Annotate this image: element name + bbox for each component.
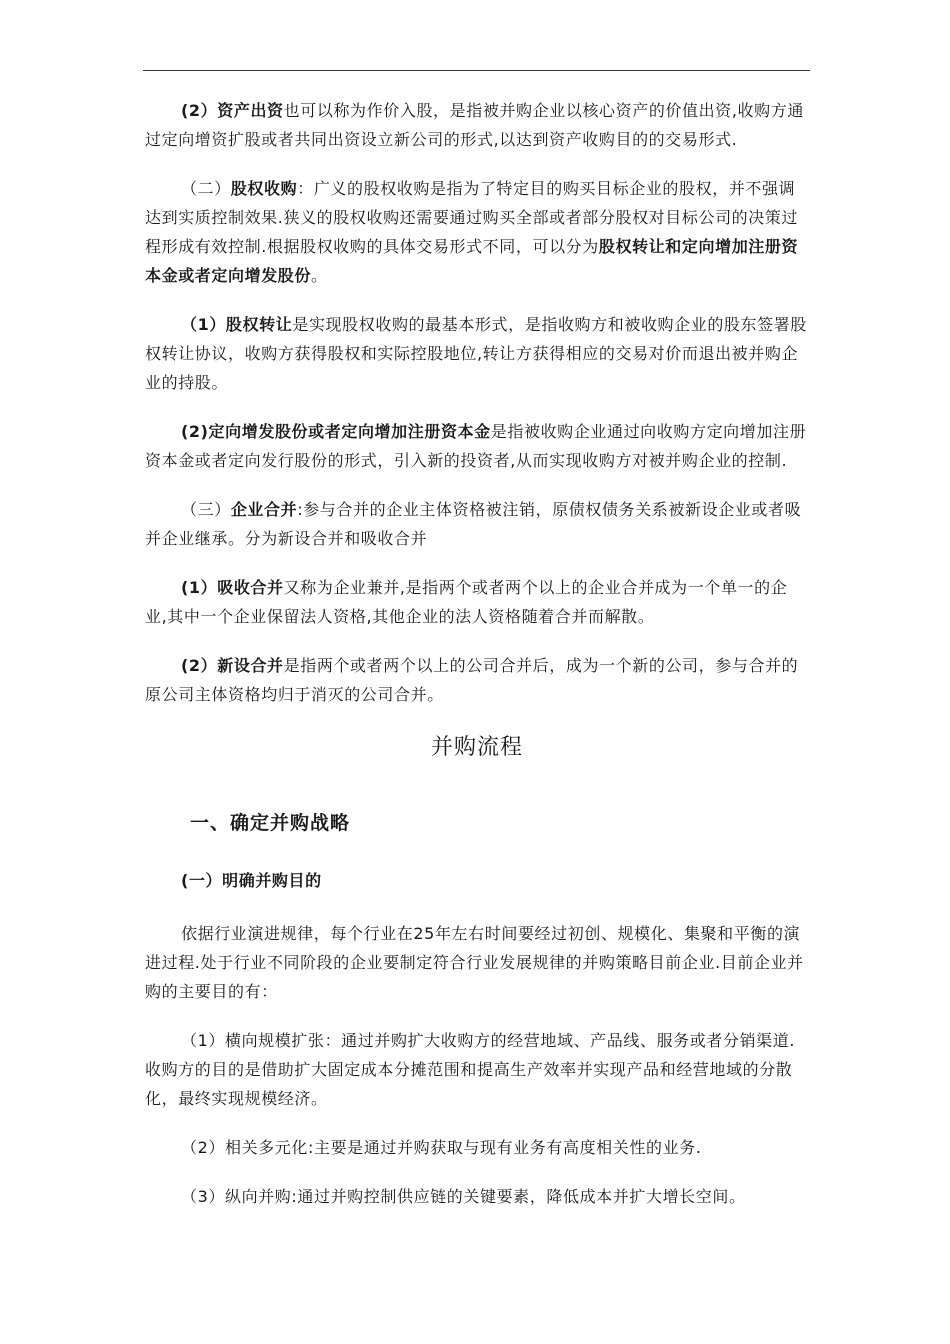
term-equity-acquisition: 股权收购 <box>230 179 298 198</box>
paragraph-vertical-acquisition: （3）纵向并购:通过并购控制供应链的关键要素，降低成本并扩大增长空间。 <box>181 1187 746 1206</box>
term-directed-issuance: (2)定向增发股份或者定向增加注册资本金 <box>181 422 491 441</box>
paragraph-equity-acquisition: （二）股权收购：广义的股权收购是指为了特定目的购买目标企业的股权，并不强调达到实质控制效果.狭义的股权收购还需要通过购买全部或者部分股权对目标公司的决策过程形成有效控制.根据股权收购的具体交易形式不同，可以分为股权转让和定向增加注册资本金或者定向增发股份。 <box>145 179 799 285</box>
paragraph-new-merger: (2）新设合并是指两个或者两个以上的公司合并后，成为一个新的公司，参与合并的原公司主体资格均归于消灭的公司合并。 <box>145 656 799 704</box>
section-title: 并购流程 <box>430 735 523 760</box>
paragraph-industry-evolution: 依据行业演进规律，每个行业在25年左右时间要经过初创、规模化、集聚和平衡的演进过程.处于行业不同阶段的企业要制定符合行业发展规律的并购策略目前企业.目前企业并购的主要目的有： <box>145 924 804 1001</box>
header-rule <box>143 70 810 71</box>
term-asset-contribution: (2）资产出资 <box>181 101 284 120</box>
heading-level-2: (一）明确并购目的 <box>181 871 322 890</box>
paragraph-asset-contribution: (2）资产出资也可以称为作价入股，是指被并购企业以核心资产的价值出资,收购方通过定向增资扩股或者共同出资设立新公司的形式,以达到资产收购目的的交易形式. <box>145 101 804 149</box>
term-equity-transfer: （1）股权转让 <box>181 315 293 334</box>
term-absorption-merger: (1）吸收合并 <box>181 578 284 597</box>
heading-level-1: 一、确定并购战略 <box>190 812 351 834</box>
paragraph-directed-issuance: (2)定向增发股份或者定向增加注册资本金是指被收购企业通过向收购方定向增加注册资本金或者定向发行股份的形式，引入新的投资者,从而实现收购方对被并购企业的控制. <box>145 422 807 470</box>
paragraph-horizontal-expansion: （1）横向规模扩张：通过并购扩大收购方的经营地域、产品线、服务或者分销渠道.收购方的目的是借助扩大固定成本分摊范围和提高生产效率并实现产品和经营地域的分散化，最终实现规模经济。 <box>145 1031 796 1108</box>
paragraph-equity-transfer: （1）股权转让是实现股权收购的最基本形式，是指收购方和被收购企业的股东签署股权转让协议，收购方获得股权和实际控股地位,转让方获得相应的交易对价而退出被并购企业的持股。 <box>145 315 807 392</box>
paragraph-enterprise-merger: （三）企业合并:参与合并的企业主体资格被注销，原债权债务关系被新设企业或者吸并企业继承。分为新设合并和吸收合并 <box>145 500 802 548</box>
term-enterprise-merger: 企业合并 <box>230 500 298 519</box>
paragraph-related-diversification: （2）相关多元化:主要是通过并购获取与现有业务有高度相关性的业务. <box>181 1138 702 1157</box>
document-body <box>145 96 809 1211</box>
paragraph-absorption-merger: (1）吸收合并又称为企业兼并,是指两个或者两个以上的企业合并成为一个单一的企业,其中一个企业保留法人资格,其他企业的法人资格随着合并而解散。 <box>145 578 788 626</box>
term-new-merger: (2）新设合并 <box>181 656 284 675</box>
